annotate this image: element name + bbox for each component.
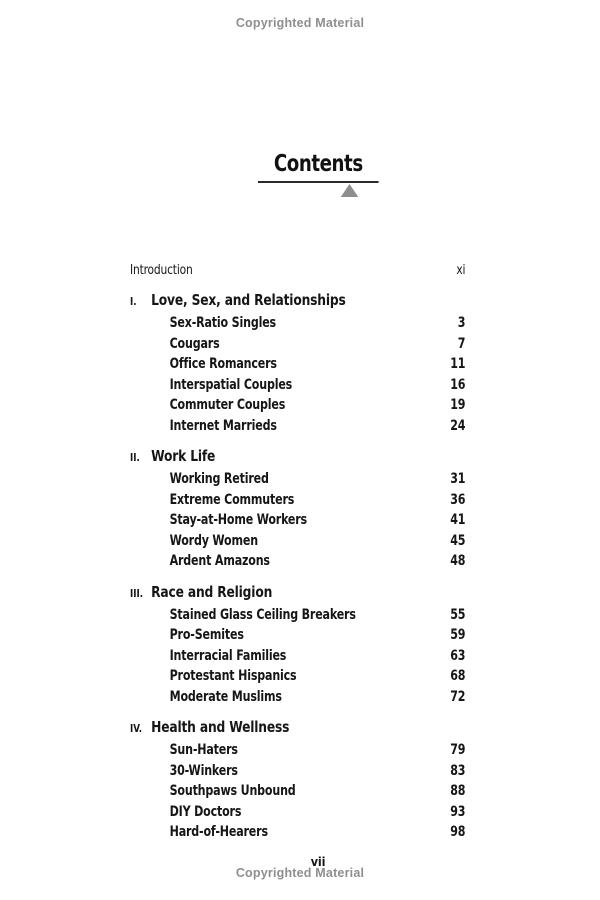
toc-entry-label: Ardent Amazons (169, 553, 270, 569)
toc-entry (130, 551, 465, 572)
section-title: Love, Sex, and Relationships (151, 291, 346, 309)
toc-entry (130, 605, 465, 626)
toc-entry-page: 11 (450, 356, 466, 372)
toc-entry-page: 93 (450, 803, 466, 820)
toc-entry-label: Working Retired (169, 471, 269, 487)
section-header (130, 581, 465, 605)
toc-entry-label: Wordy Women (169, 532, 258, 549)
toc-entry-label: Interspatial Couples (169, 376, 293, 393)
toc-entry-page: 63 (450, 647, 466, 664)
toc-entry-label: Interracial Families (169, 647, 287, 664)
toc-entry (130, 781, 465, 802)
toc-entry (130, 395, 465, 416)
toc-section (130, 581, 465, 708)
toc-entry-page: 19 (450, 397, 466, 413)
toc-entry-label: Stained Glass Ceiling Breakers (169, 606, 356, 623)
toc-entry (130, 510, 465, 531)
toc-entry (130, 416, 465, 437)
toc-entry-label: Stay-at-Home Workers (169, 512, 307, 528)
toc-entry (130, 531, 465, 552)
toc-entry (130, 687, 465, 708)
toc-entry-label: Pro-Semites (169, 627, 244, 643)
toc-entry (130, 802, 465, 823)
toc-entry (130, 761, 465, 782)
section-items (130, 313, 465, 436)
toc-entry-label: Moderate Muslims (169, 688, 282, 705)
toc-entry-label: Extreme Commuters (169, 491, 295, 508)
toc-entry-page: 24 (450, 417, 466, 434)
toc-entry (130, 625, 465, 646)
toc-entry (130, 666, 465, 687)
heading-rule (258, 181, 379, 183)
toc-entry-label: Protestant Hispanics (169, 668, 297, 684)
toc-entry-page: 16 (450, 376, 466, 393)
copyright-watermark-bottom: Copyrighted Material (235, 866, 365, 880)
contents-heading-block (258, 151, 379, 183)
toc-entry (130, 646, 465, 667)
toc-entry-label: Introduction (130, 262, 193, 278)
section-numeral: IV. (130, 722, 143, 735)
toc-entry-label: Commuter Couples (169, 397, 286, 413)
toc-entry-page: 68 (450, 668, 466, 684)
toc-entry-label: Southpaws Unbound (169, 783, 296, 799)
toc-entry-label: Internet Marrieds (169, 417, 277, 434)
toc-entry (130, 334, 465, 355)
toc-entry-page: 7 (457, 335, 466, 352)
toc-entry-page: 36 (450, 491, 466, 508)
toc-entry-page: 45 (450, 532, 466, 549)
toc-entry-label: DIY Doctors (169, 803, 242, 820)
toc-entry-label: Sun-Haters (169, 742, 238, 758)
toc-entry-label: 30-Winkers (169, 762, 238, 779)
section-title: Race and Religion (151, 582, 273, 601)
toc-entry (130, 354, 465, 375)
toc-entry-label: Hard-of-Hearers (169, 824, 268, 840)
section-header (130, 289, 465, 313)
toc-entry (130, 822, 465, 843)
toc-entry (130, 740, 465, 761)
toc-sections (130, 289, 465, 843)
toc-entry-label: Sex-Ratio Singles (169, 315, 276, 331)
section-numeral: III. (130, 586, 144, 600)
table-of-contents (130, 260, 465, 843)
section-title: Work Life (151, 447, 216, 465)
toc-entry (130, 313, 465, 334)
toc-entry-page: 83 (450, 762, 466, 779)
copyright-watermark-top: Copyrighted Material (235, 16, 365, 30)
section-items (130, 469, 465, 572)
toc-entry (130, 490, 465, 511)
section-numeral: I. (130, 295, 137, 308)
triangle-up-icon (341, 184, 359, 197)
section-numeral: II. (130, 451, 140, 464)
toc-entry-page: 79 (450, 742, 466, 758)
toc-entry-label: Cougars (169, 335, 220, 352)
toc-entry-label: Office Romancers (169, 356, 277, 372)
toc-entry-page: 98 (450, 824, 466, 840)
section-items (130, 740, 465, 843)
toc-entry-page: 48 (450, 553, 466, 569)
page-title: Contents (273, 151, 363, 177)
page-number-folio: vii (310, 854, 326, 869)
toc-section (130, 445, 465, 572)
toc-entry-page: 31 (450, 471, 466, 487)
section-header (130, 716, 465, 740)
section-title: Health and Wellness (151, 718, 290, 736)
toc-entry-introduction (130, 260, 465, 280)
toc-entry-page: 59 (450, 627, 466, 643)
section-items (130, 605, 465, 708)
toc-entry (130, 469, 465, 490)
toc-section (130, 289, 465, 436)
toc-entry (130, 375, 465, 396)
toc-entry-page: 41 (450, 512, 466, 528)
toc-entry-page: 55 (450, 606, 466, 623)
section-header (130, 445, 465, 469)
toc-entry-page: 88 (450, 783, 466, 799)
toc-entry-page: xi (456, 262, 466, 278)
toc-entry-page: 72 (450, 688, 466, 705)
toc-section (130, 716, 465, 843)
toc-entry-page: 3 (457, 315, 466, 331)
